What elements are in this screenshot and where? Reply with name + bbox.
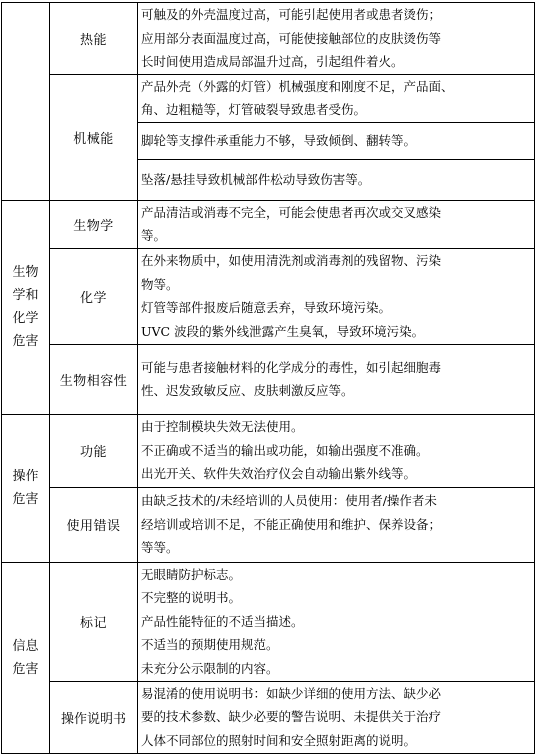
description-line: 要的技术参数、缺少必要的警告说明、未提供关于治疗	[141, 709, 442, 725]
description-line: 不完整的说明书。	[141, 590, 242, 606]
description-line: 角、边粗糙等，灯管破裂导致患者受伤。	[141, 102, 367, 117]
table-row	[2, 344, 535, 414]
description-line: 坠落/悬挂导致机械部件松动导致伤害等。	[141, 171, 371, 187]
description-cell	[138, 344, 535, 414]
subcategory-cell: 生物学	[50, 200, 138, 248]
subcategory-cell: 功能	[50, 414, 138, 487]
table-row	[2, 562, 535, 681]
table-row	[2, 3, 535, 75]
description-line: 由于控制模块失效无法使用。	[141, 419, 304, 435]
description-cell	[138, 487, 535, 562]
description-cell	[138, 414, 535, 487]
description-line: 人体不同部位的照射时间和安全照射距离的说明。	[141, 732, 417, 748]
table-row	[2, 487, 535, 562]
category-cell-information	[2, 562, 50, 753]
table-row	[2, 414, 535, 487]
subcategory-cell: 生物相容性	[50, 344, 138, 414]
category-cell-energy	[2, 3, 50, 201]
description-line: 灯管等部件报废后随意丢弃，导致环境污染。	[141, 300, 392, 315]
description-line: 产品性能特征的不适当描述。	[141, 613, 304, 629]
category-label: 信息危害	[12, 638, 39, 677]
subcategory-cell: 化学	[50, 248, 138, 344]
description-line: 未充分公示限制的内容。	[141, 660, 279, 676]
table-row	[2, 200, 535, 248]
description-line: 物等。	[141, 276, 179, 292]
description-line: 由缺乏技术的/未经培训的人员使用：使用者/操作者未	[141, 493, 437, 509]
description-line: 性、迟发致敏反应、皮肤刺激反应等。	[141, 383, 354, 398]
subcategory-cell: 使用错误	[50, 487, 138, 562]
description-line: 产品外壳（外露的灯管）机械强度和刚度不足，产品面、	[141, 78, 454, 94]
description-line: 应用部分表面温度过高，可能使接触部位的皮肤烫伤等	[141, 30, 442, 46]
description-line: 不正确或不适当的输出或功能，如输出强度不准确。	[141, 442, 429, 458]
table-row	[2, 681, 535, 753]
subcategory-cell: 操作说明书	[50, 681, 138, 753]
description-line: 产品清洁或消毒不完全，可能会使患者再次或交叉感染	[141, 204, 442, 220]
subcategory-cell: 机械能	[50, 74, 138, 200]
category-label: 操作危害	[12, 469, 39, 507]
description-line: UVC 波段的紫外线泄露产生臭氧，导致环境污染。	[141, 323, 425, 339]
description-cell	[138, 681, 535, 753]
table-row	[2, 248, 535, 344]
description-line: 可能与患者接触材料的化学成分的毒性，如引起细胞毒	[141, 359, 442, 375]
description-line: 经培训或培训不足，不能正确使用和维护、保养设备；	[141, 516, 442, 532]
description-line: 等。	[141, 228, 167, 243]
category-cell-operation	[2, 414, 50, 562]
table-row	[2, 74, 535, 200]
description-cell	[138, 248, 535, 344]
hazard-table	[1, 2, 535, 754]
description-line: 出光开关、软件失效治疗仪会自动输出紫外线等。	[141, 466, 417, 482]
category-label: 生物学和化学危害	[12, 265, 39, 349]
description-line: 易混淆的使用说明书：如缺少详细的使用方法、缺少必	[141, 685, 442, 701]
description-cell	[138, 3, 535, 75]
subcategory-cell: 热能	[50, 3, 138, 75]
description-cell	[138, 562, 535, 681]
description-line: 可触及的外壳温度过高，可能引起使用者或患者烫伤；	[141, 7, 442, 22]
description-cell	[138, 74, 535, 200]
description-line: 不适当的预期使用规范。	[141, 637, 279, 653]
description-line: 等等。	[141, 540, 179, 556]
subcategory-cell: 标记	[50, 562, 138, 681]
description-cell	[138, 200, 535, 248]
description-line: 无眼睛防护标志。	[141, 566, 242, 582]
description-line: 长时间使用造成局部温升过高，引起组件着火。	[141, 54, 404, 69]
description-line: 脚轮等支撑件承重能力不够，导致倾倒、翻转等。	[141, 132, 417, 148]
description-line: 在外来物质中，如使用清洗剂或消毒剂的残留物、污染	[141, 253, 442, 268]
category-cell-bio-chem	[2, 200, 50, 414]
